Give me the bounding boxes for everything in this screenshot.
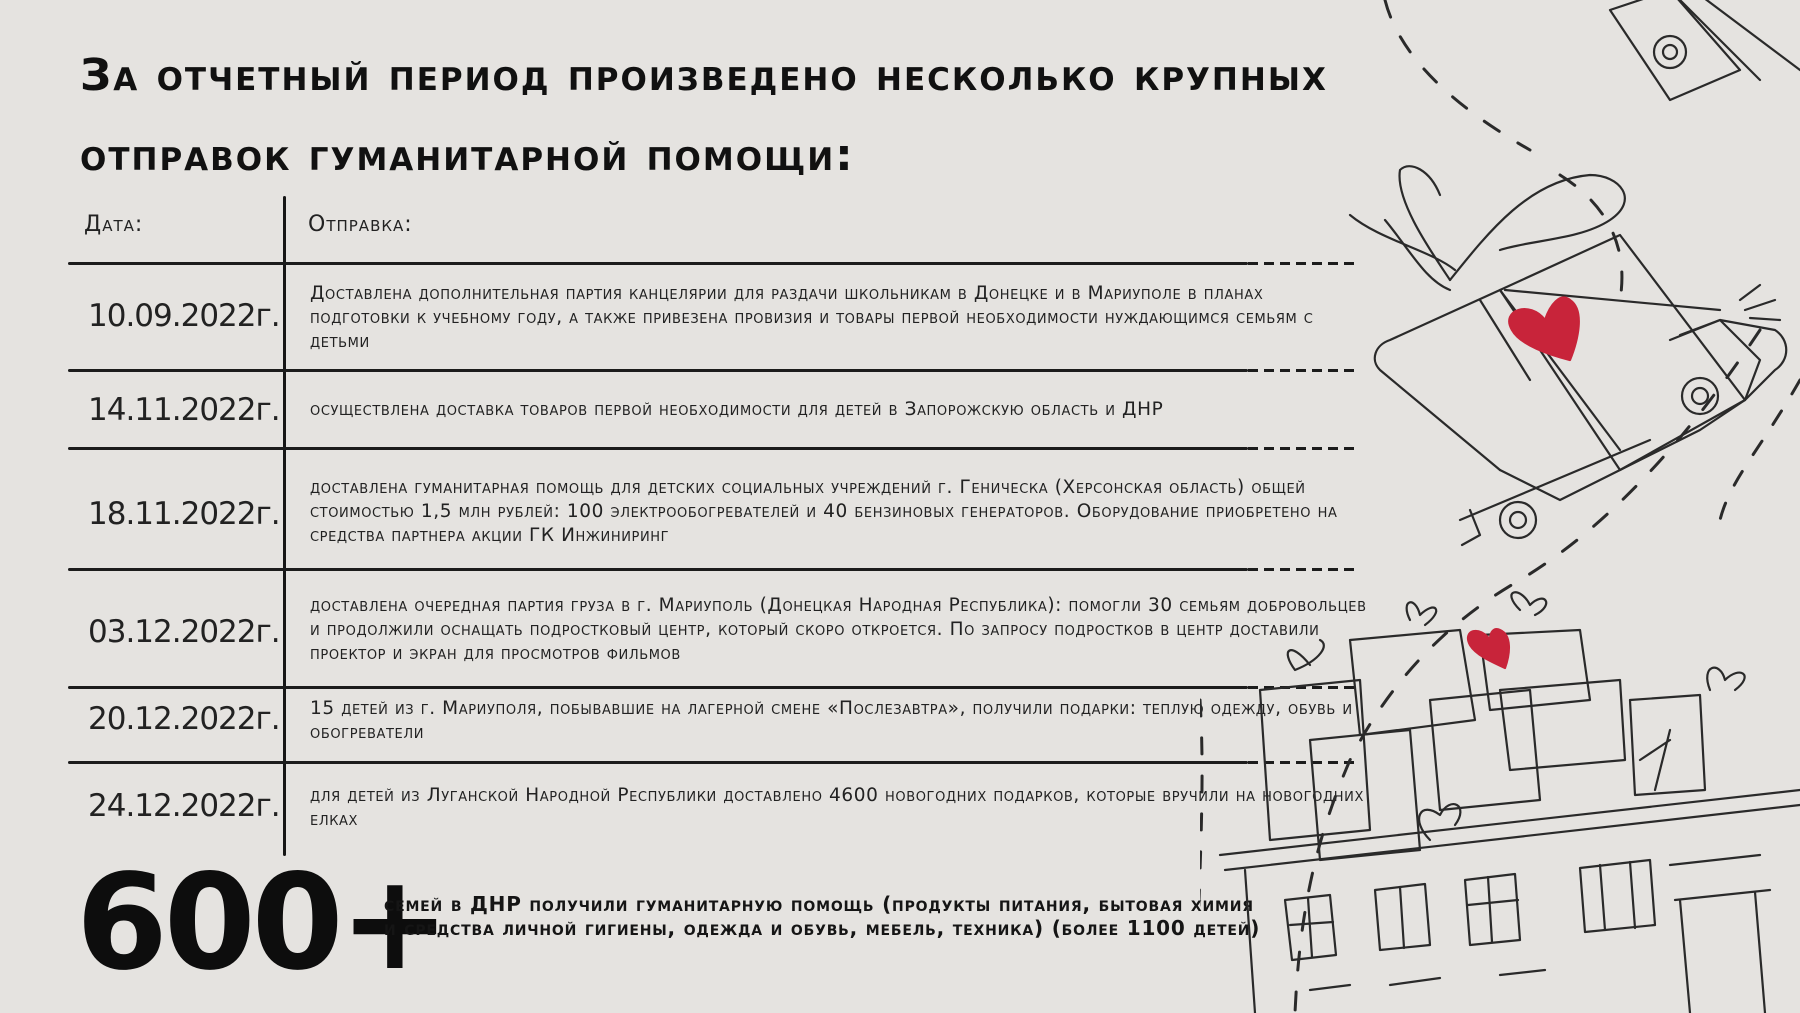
header-shipment: Отправка: xyxy=(308,212,413,237)
row-text: доставлена гуманитарная помощь для детских социальных учреждений г. Геническа (Херсонская область) общей стоимостью 1,5 млн рублей: 100 электрообогревателей и 40 бензиновых генераторов. Оборудование приобретено на средства партнера акции ГК Инжиниринг xyxy=(310,477,1338,546)
row-text: Доставлена дополнительная партия канцелярии для раздачи школьникам в Донецке и в Мариуполе в планах подготовки к учебному году, а также привезена провизия и товары первой необходимости нуждающимся семьям с детьми xyxy=(310,283,1314,352)
row-text: доставлена очередная партия груза в г. Мариуполь (Донецкая Народная Республика): помогли 30 семьям добровольцев и продолжили оснащать подростковый центр, который скоро откроется. По запросу подростков в центр доставили проектор и экран для просмотров фильмов xyxy=(310,595,1367,664)
illustration xyxy=(1200,0,1800,1013)
table-rule xyxy=(68,262,1248,265)
column-divider xyxy=(283,196,286,856)
row-date: 14.11.2022г. xyxy=(88,392,280,428)
row-text: для детей из Луганской Народной Республики доставлено 4600 новогодних подарков, которые вручили на новогодних елках xyxy=(310,785,1364,830)
row-date: 18.11.2022г. xyxy=(88,496,280,532)
table-rule xyxy=(68,447,1248,450)
title-line-1: За отчетный период произведено несколько крупных xyxy=(80,50,1328,101)
stat-text: семей в ДНР получили гуманитарную помощь (продукты питания, бытовая химия и средства личной гигиены, одежда и обувь, мебель, техника) (более 1100 детей) xyxy=(384,892,1261,940)
row-text: 15 детей из г. Мариуполя, побывавшие на лагерной смене «Послезавтра», получили подарки: теплую одежду, обувь и обогреватели xyxy=(310,698,1353,743)
table-rule xyxy=(68,761,1248,764)
table-rule xyxy=(68,686,1248,689)
table-rule xyxy=(68,369,1248,372)
truck-icon xyxy=(1610,0,1800,100)
table-rule xyxy=(68,568,1248,571)
header-date: Дата: xyxy=(84,212,144,237)
row-date: 24.12.2022г. xyxy=(88,788,280,824)
title-line-2: отправок гуманитарной помощи: xyxy=(80,130,855,181)
heart-icon xyxy=(1509,298,1579,360)
row-date: 03.12.2022г. xyxy=(88,614,280,650)
road-dashes xyxy=(1295,0,1760,1013)
row-date: 10.09.2022г. xyxy=(88,298,280,334)
building-icon xyxy=(1220,790,1800,1013)
stat-number: 600+ xyxy=(76,846,447,1000)
row-date: 20.12.2022г. xyxy=(88,701,280,737)
row-text: осуществлена доставка товаров первой необходимости для детей в Запорожскую область и ДНР xyxy=(310,399,1164,420)
